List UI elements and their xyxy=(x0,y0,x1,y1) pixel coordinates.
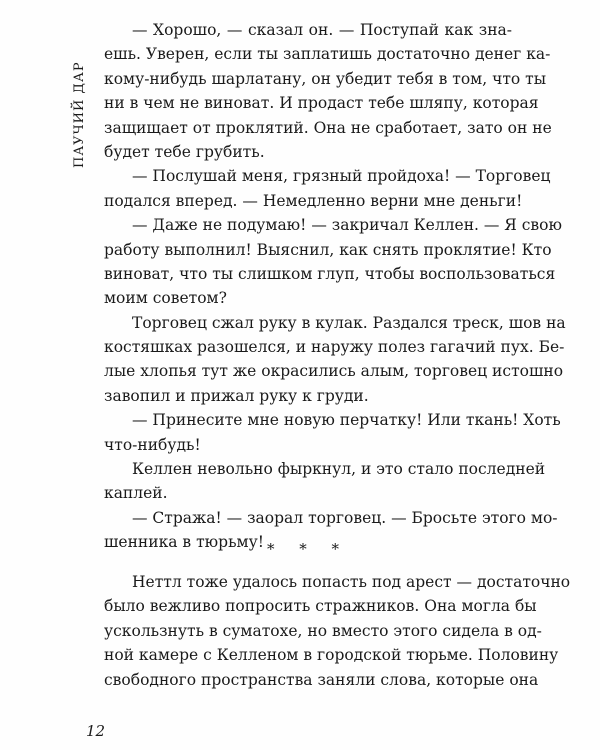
text-line: — Даже не подумаю! — закричал Келлен. — Я свою xyxy=(132,216,562,235)
text-line: ни в чем не виноват. И продаст тебе шляпу, которая xyxy=(104,94,539,113)
text-line: — Послушай меня, грязный пройдоха! — Торговец xyxy=(132,167,551,186)
text-block-top xyxy=(104,18,566,555)
text-line: ускользнуть в суматохе, но вместо этого сидела в од- xyxy=(104,621,542,640)
text-line: что-нибудь! xyxy=(104,435,201,454)
text-line: Неттл тоже удалось попасть под арест — достаточно xyxy=(132,573,571,591)
text-line: ешь. Уверен, если ты заплатишь достаточно денег ка- xyxy=(104,45,551,64)
text-line: работу выполнил! Выяснил, как снять проклятие! Кто xyxy=(104,240,552,259)
text-line: завопил и прижал руку к груди. xyxy=(104,386,369,405)
text-line: было вежливо попросить стражников. Она могла бы xyxy=(104,597,537,616)
text-line: моим советом? xyxy=(104,289,227,308)
text-line: каплей. xyxy=(104,484,168,503)
text-line: будет тебе грубить. xyxy=(104,142,265,161)
text-line: защищает от проклятий. Она не сработает, зато он не xyxy=(104,118,552,137)
text-line: Келлен невольно фыркнул, и это стало последней xyxy=(132,460,546,479)
text-line: кому-нибудь шарлатану, он убедит тебя в том, что ты xyxy=(104,69,547,88)
text-line: шенника в тюрьму! xyxy=(104,533,264,552)
text-line: подался вперед. — Немедленно верни мне деньги! xyxy=(104,191,523,210)
section-separator: * * * xyxy=(266,540,350,558)
page-number: 12 xyxy=(86,722,106,740)
text-line: лые хлопья тут же окрасились алым, торговец истошно xyxy=(104,362,564,381)
running-head: ПАУЧИЙ ДАР xyxy=(72,61,87,168)
text-line: — Стража! — заорал торговец. — Бросьте этого мо- xyxy=(132,508,558,527)
text-line: костяшках разошелся, и наружу полез гагачий пух. Бе- xyxy=(104,338,565,357)
text-line: свободного пространства заняли слова, которые она xyxy=(104,670,539,689)
text-line: Торговец сжал руку в кулак. Раздался треск, шов на xyxy=(132,313,566,332)
text-line: ной камере с Келленом в городской тюрьме. Половину xyxy=(104,646,559,665)
text-line: виноват, что ты слишком глуп, чтобы воспользоваться xyxy=(104,264,556,283)
text-block-bottom xyxy=(104,570,571,692)
text-line: — Принесите мне новую перчатку! Или ткань! Хоть xyxy=(132,411,561,430)
text-line: — Хорошо, — сказал он. — Поступай как зна- xyxy=(132,21,512,39)
